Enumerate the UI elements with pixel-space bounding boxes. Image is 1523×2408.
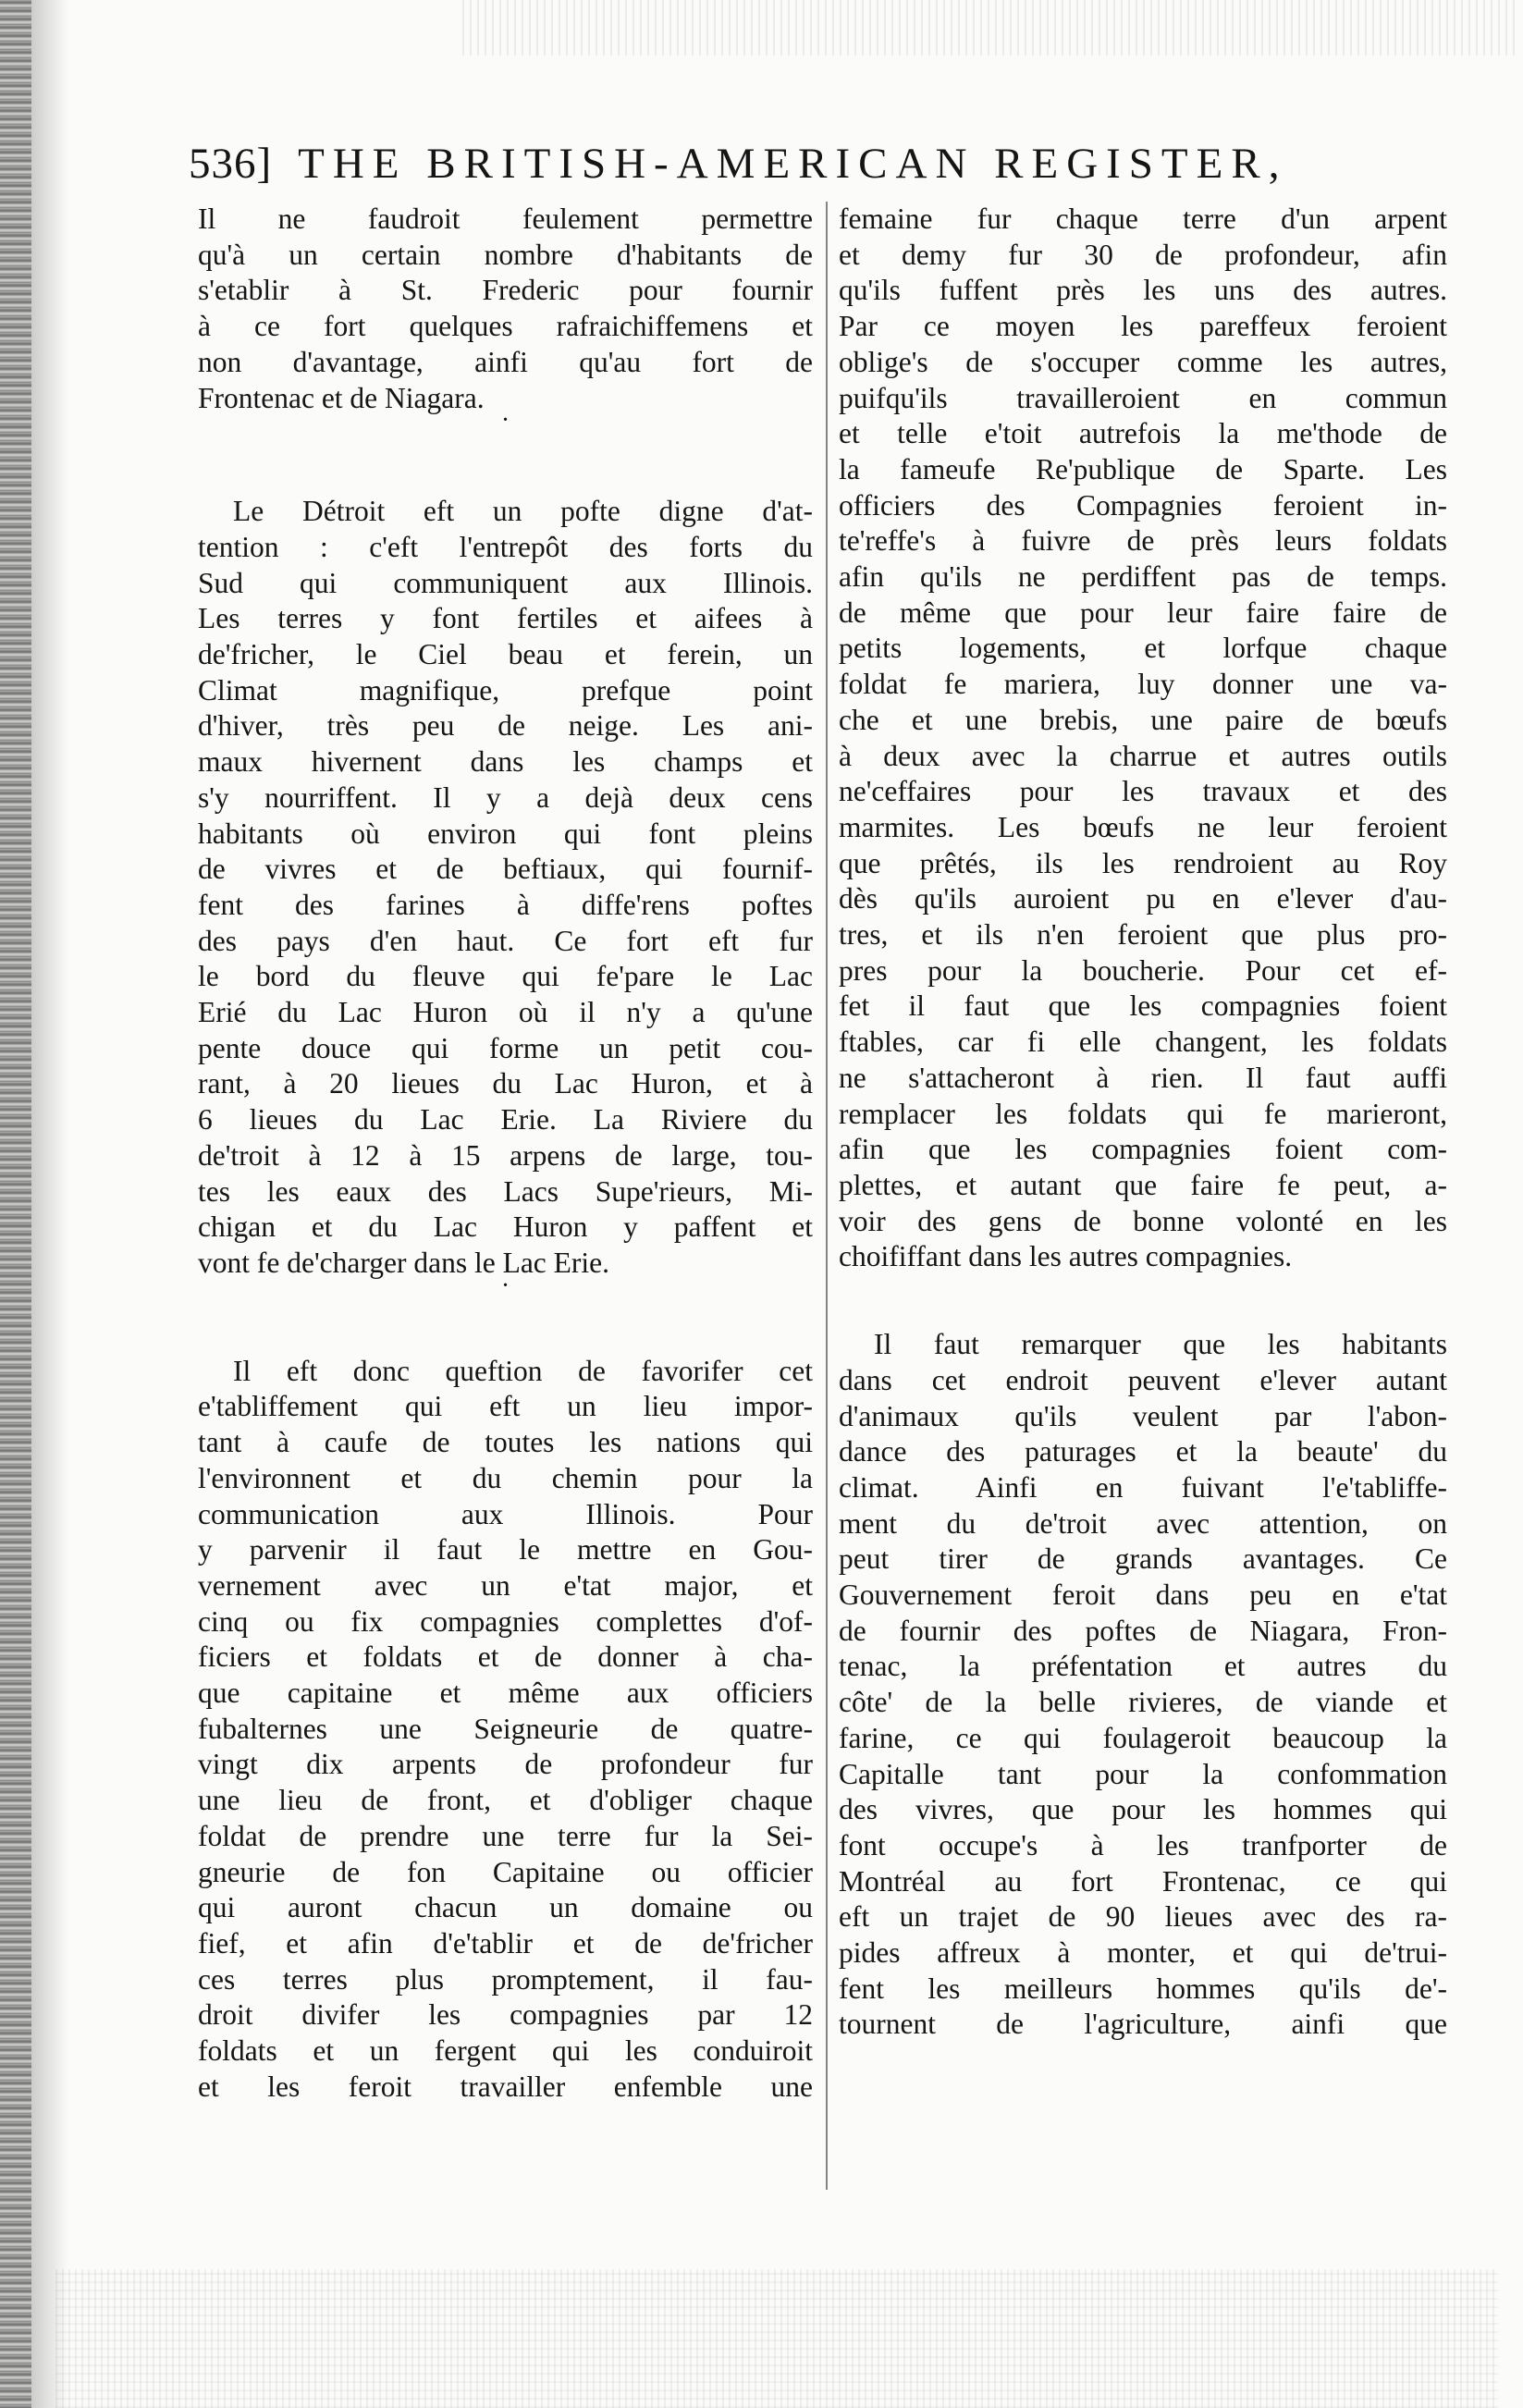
scan-edge-shadow	[0, 0, 31, 2408]
text-line: à ce fort quelques rafraichiffemens et	[198, 310, 813, 343]
text-line: fent les meilleurs hommes qu'ils de'-	[839, 1972, 1447, 2005]
text-line: tres, et ils n'en feroient que plus pro-	[839, 918, 1447, 952]
text-line: dance des paturages et la beaute' du	[839, 1435, 1447, 1468]
text-line: pides affreux à monter, et qui de'trui-	[839, 1936, 1447, 1970]
text-line: fent des farines à diffe'rens poftes	[198, 888, 813, 921]
running-header	[189, 139, 1483, 198]
text-line: pente douce qui forme un petit cou-	[198, 1031, 813, 1064]
text-line: vont fe de'charger dans le Lac Erie.	[198, 1246, 609, 1279]
scan-edge-fade	[31, 0, 68, 2408]
text-line: voir des gens de bonne volonté en les	[839, 1204, 1447, 1237]
text-line: remplacer les foldats qui fe marieront,	[839, 1097, 1447, 1130]
paragraph-left-3	[198, 1354, 813, 2106]
text-line: tenac, la préfentation et autres du	[839, 1650, 1447, 1683]
text-line: femaine fur chaque terre d'un arpent	[839, 203, 1447, 235]
journal-title: THE BRITISH-AMERICAN REGISTER,	[298, 140, 1288, 188]
text-line: des pays d'en haut. Ce fort eft fur	[198, 924, 813, 957]
column-divider	[826, 202, 828, 2190]
text-line: font occupe's à les tranfporter de	[839, 1828, 1447, 1861]
text-line: communication aux Illinois. Pour	[198, 1497, 813, 1530]
text-line: ne'ceffaires pour les travaux et des	[839, 775, 1447, 808]
page-number: 536]	[189, 140, 273, 188]
scan-top-noise	[462, 0, 1517, 55]
paragraph-right-2	[839, 1327, 1447, 2043]
paragraph-left-2	[198, 494, 813, 1281]
left-column	[198, 202, 813, 2105]
text-line: pres pour la boucherie. Pour cet ef-	[839, 953, 1447, 987]
text-line: de'fricher, le Ciel beau et ferein, un	[198, 638, 813, 671]
text-line: de'troit à 12 à 15 arpens de large, tou-	[198, 1138, 813, 1172]
text-line: le bord du fleuve qui fe'pare le Lac	[198, 960, 813, 993]
text-line: Montréal au fort Frontenac, ce qui	[839, 1864, 1447, 1898]
text-line: Frontenac et de Niagara.	[198, 381, 485, 414]
text-line: climat. Ainfi en fuivant l'e'tabliffe-	[839, 1470, 1447, 1504]
text-line: petits logements, et lorfque chaque	[839, 632, 1447, 665]
text-line: qu'à un certain nombre d'habitants de	[198, 238, 813, 271]
text-line: Sud qui communiquent aux Illinois.	[198, 566, 813, 599]
text-line: tournent de l'agriculture, ainfi que	[839, 2008, 1447, 2041]
separator-dot: ·	[500, 406, 510, 436]
text-line: ne s'attacheront à rien. Il faut auffi	[839, 1061, 1447, 1094]
text-line: chigan et du Lac Huron y paffent et	[198, 1210, 813, 1244]
text-line: Par ce moyen les pareffeux feroient	[839, 310, 1447, 343]
text-line: et les feroit travailler enfemble une	[198, 2070, 813, 2103]
text-line: de vivres et de beftiaux, qui fournif-	[198, 853, 813, 886]
text-line: tes les eaux des Lacs Supe'rieurs, Mi-	[198, 1174, 813, 1208]
text-line: d'animaux qu'ils veulent par l'abon-	[839, 1399, 1447, 1432]
text-line: fief, et afin d'e'tablir et de de'fricher	[198, 1926, 813, 1960]
text-line: une lieu de front, et d'obliger chaque	[198, 1784, 813, 1817]
text-line: Le Détroit eft un pofte digne d'at-	[233, 495, 813, 528]
text-line: s'y nourriffent. Il y a dejà deux cens	[198, 780, 813, 814]
text-line: vernement avec un e'tat major, et	[198, 1568, 813, 1602]
text-line: ftables, car fi elle changent, les foldats	[839, 1026, 1447, 1059]
text-line: cinq ou fix compagnies complettes d'of-	[198, 1604, 813, 1638]
text-line: officiers des Compagnies feroient in-	[839, 488, 1447, 522]
text-line: puifqu'ils travailleroient en commun	[839, 381, 1447, 414]
text-line: farine, ce qui foulageroit beaucoup la	[839, 1721, 1447, 1754]
text-line: Il ne faudroit feulement permettre	[198, 203, 813, 235]
text-line: e'tabliffement qui eft un lieu impor-	[198, 1390, 813, 1423]
text-line: foldat de prendre une terre fur la Sei-	[198, 1819, 813, 1852]
text-line: habitants où environ qui font pleins	[198, 817, 813, 850]
paragraph-left-1	[198, 202, 813, 416]
text-line: fubalternes une Seigneurie de quatre-	[198, 1712, 813, 1745]
paragraph-right-1	[839, 202, 1447, 1275]
text-line: de même que pour leur faire faire de	[839, 596, 1447, 629]
text-line: que prêtés, ils les rendroient au Roy	[839, 846, 1447, 879]
text-line: droit divifer les compagnies par 12	[198, 1998, 813, 2032]
text-line: qu'ils fuffent près les uns des autres.	[839, 274, 1447, 307]
text-line: la fameufe Re'publique de Sparte. Les	[839, 452, 1447, 485]
right-column	[839, 202, 1447, 2043]
text-line: rant, à 20 lieues du Lac Huron, et à	[198, 1067, 813, 1100]
text-line: Capitalle tant pour la confommation	[839, 1757, 1447, 1790]
text-line: ment du de'troit avec attention, on	[839, 1506, 1447, 1540]
text-line: y parvenir il faut le mettre en Gou-	[198, 1533, 813, 1566]
text-line: l'environnent et du chemin pour la	[198, 1461, 813, 1494]
text-line: et demy fur 30 de profondeur, afin	[839, 238, 1447, 271]
text-line: Il faut remarquer que les habitants	[874, 1328, 1447, 1361]
text-line: gneurie de fon Capitaine ou officier	[198, 1855, 813, 1888]
text-line: che et une brebis, une paire de bœufs	[839, 703, 1447, 736]
text-line: que capitaine et même aux officiers	[198, 1677, 813, 1710]
text-line: Climat magnifique, prefque point	[198, 673, 813, 706]
text-line: afin que les compagnies foient com-	[839, 1133, 1447, 1166]
text-line: d'hiver, très peu de neige. Les ani-	[198, 709, 813, 743]
text-line: ces terres plus promptement, il fau-	[198, 1962, 813, 1996]
text-line: foldats et un fergent qui les conduiroit	[198, 2034, 813, 2068]
text-line: des vivres, que pour les hommes qui	[839, 1793, 1447, 1826]
scan-bottom-noise	[55, 2269, 1498, 2408]
text-line: à deux avec la charrue et autres outils	[839, 739, 1447, 772]
text-line: peut tirer de grands avantages. Ce	[839, 1542, 1447, 1576]
text-line: vingt dix arpents de profondeur fur	[198, 1748, 813, 1781]
text-line: tention : c'eft l'entrepôt des forts du	[198, 530, 813, 563]
text-line: Erié du Lac Huron où il n'y a qu'une	[198, 996, 813, 1029]
text-line: Les terres y font fertiles et aifees à	[198, 602, 813, 635]
text-line: fet il faut que les compagnies foient	[839, 989, 1447, 1023]
separator-dot: ·	[500, 1271, 510, 1300]
text-line: foldat fe mariera, luy donner une va-	[839, 668, 1447, 701]
text-line: côte' de la belle rivieres, de viande et	[839, 1686, 1447, 1719]
text-line: 6 lieues du Lac Erie. La Riviere du	[198, 1103, 813, 1136]
text-line: maux hivernent dans les champs et	[198, 745, 813, 779]
text-line: eft un trajet de 90 lieues avec des ra-	[839, 1900, 1447, 1934]
text-line: tant à caufe de toutes les nations qui	[198, 1426, 813, 1459]
text-line: ficiers et foldats et de donner à cha-	[198, 1640, 813, 1674]
text-line: dès qu'ils auroient pu en e'lever d'au-	[839, 882, 1447, 915]
text-line: qui auront chacun un domaine ou	[198, 1891, 813, 1924]
text-line: dans cet endroit peuvent e'lever autant	[839, 1363, 1447, 1396]
text-line: choififfant dans les autres compagnies.	[839, 1240, 1293, 1273]
text-line: s'etablir à St. Frederic pour fournir	[198, 274, 813, 307]
text-line: te'reffe's à fuivre de près leurs foldats	[839, 524, 1447, 558]
text-line: marmites. Les bœufs ne leur feroient	[839, 810, 1447, 843]
text-line: plettes, et autant que faire fe peut, a-	[839, 1168, 1447, 1201]
text-line: non d'avantage, ainfi qu'au fort de	[198, 345, 813, 378]
text-line: Gouvernement feroit dans peu en e'tat	[839, 1579, 1447, 1612]
text-line: de fournir des poftes de Niagara, Fron-	[839, 1614, 1447, 1647]
text-line: afin qu'ils ne perdiffent pas de temps.	[839, 560, 1447, 594]
text-line: oblige's de s'occuper comme les autres,	[839, 345, 1447, 378]
text-line: Il eft donc queftion de favorifer cet	[233, 1354, 813, 1387]
text-line: et telle e'toit autrefois la me'thode de	[839, 417, 1447, 450]
